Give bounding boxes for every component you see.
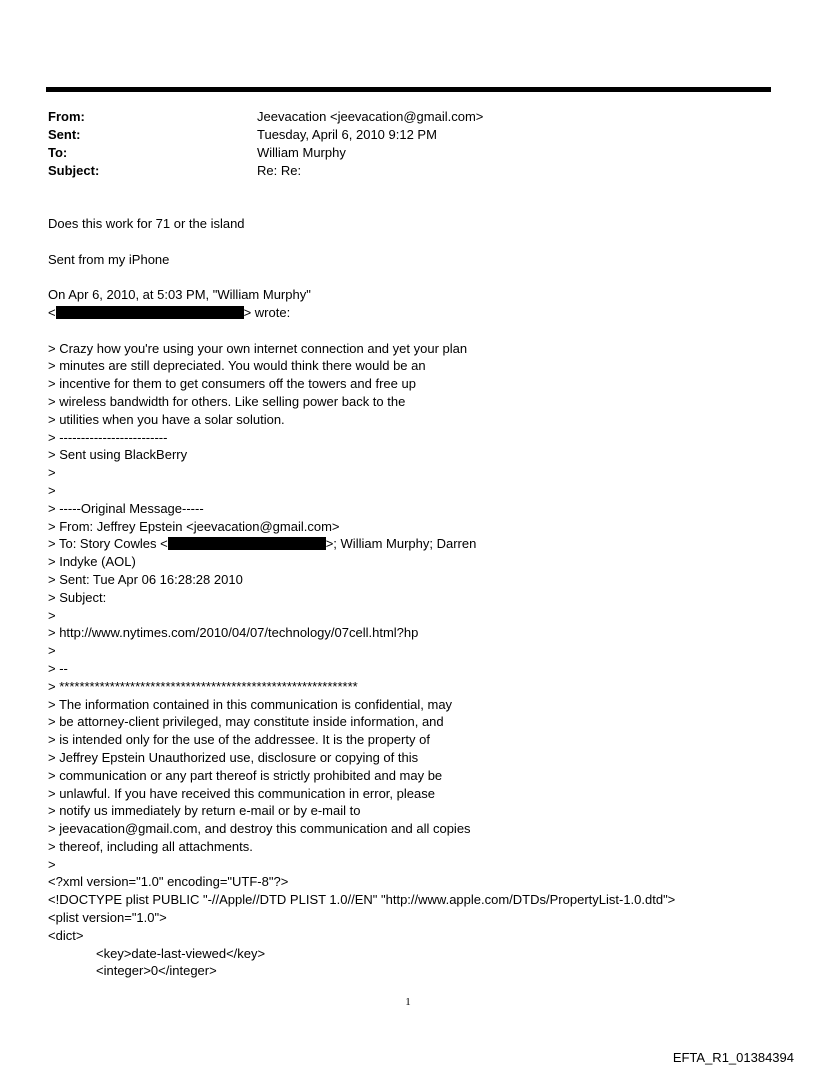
quote-line: > bbox=[48, 856, 56, 872]
to-suffix: >; William Murphy; Darren bbox=[325, 536, 477, 552]
xml-line: <dict> bbox=[48, 927, 84, 943]
sent-row bbox=[48, 126, 483, 144]
subject-value: Re: Re: bbox=[257, 163, 302, 178]
quote-line: > Crazy how you're using your own internet connection and yet your plan bbox=[48, 340, 468, 356]
quote-line: > -----Original Message----- bbox=[48, 500, 204, 516]
quote-line: > bbox=[48, 482, 56, 498]
quote-line: > bbox=[48, 607, 56, 623]
quote-line: > notify us immediately by return e-mail or by e-mail to bbox=[48, 803, 361, 819]
quote-line: > incentive for them to get consumers off the towers and free up bbox=[48, 376, 416, 392]
to-label: To: bbox=[48, 145, 68, 160]
to-value: William Murphy bbox=[257, 145, 346, 160]
quote-line: > The information contained in this communication is confidential, may bbox=[48, 696, 453, 712]
quote-line: > Subject: bbox=[48, 589, 107, 605]
quote-line: > minutes are still depreciated. You would think there would be an bbox=[48, 358, 426, 374]
quote-line: > thereof, including all attachments. bbox=[48, 838, 253, 854]
quote-line: > is intended only for the use of the addressee. It is the property of bbox=[48, 732, 430, 748]
quote-line: > http://www.nytimes.com/2010/04/07/technology/07cell.html?hp bbox=[48, 625, 419, 641]
bates-number: EFTA_R1_01384394 bbox=[672, 1050, 794, 1065]
quote-line: > Sent: Tue Apr 06 16:28:28 2010 bbox=[48, 571, 243, 587]
body-line: Sent from my iPhone bbox=[48, 251, 170, 267]
xml-line: <!DOCTYPE plist PUBLIC "-//Apple//DTD PLIST 1.0//EN" "http://www.apple.com/DTDs/PropertyList-1.0.dtd"> bbox=[48, 892, 676, 908]
body-line: Does this work for 71 or the island bbox=[48, 216, 245, 231]
page-number: 1 bbox=[405, 996, 411, 1008]
quote-line: > be attorney-client privileged, may constitute inside information, and bbox=[48, 714, 444, 730]
quote-line: > Sent using BlackBerry bbox=[48, 447, 188, 463]
email-header bbox=[48, 108, 483, 180]
xml-line: <plist version="1.0"> bbox=[48, 910, 167, 926]
quote-line: > wireless bandwidth for others. Like selling power back to the bbox=[48, 393, 406, 409]
quote-to-line-redacted bbox=[48, 535, 788, 553]
from-label: From: bbox=[48, 109, 85, 124]
quote-line: > jeevacation@gmail.com, and destroy this communication and all copies bbox=[48, 821, 471, 837]
quote-line: > -- bbox=[48, 660, 68, 676]
body-line-redacted bbox=[48, 304, 788, 322]
redaction-block bbox=[56, 306, 244, 319]
sent-value: Tuesday, April 6, 2010 9:12 PM bbox=[257, 127, 437, 142]
subject-row bbox=[48, 162, 483, 180]
email-body bbox=[48, 215, 788, 980]
quote-line: > communication or any part thereof is strictly prohibited and may be bbox=[48, 767, 443, 783]
redaction-suffix: > wrote: bbox=[243, 304, 291, 320]
xml-line-indented: <integer>0</integer> bbox=[96, 963, 217, 979]
quote-line: > ------------------------- bbox=[48, 429, 168, 445]
quote-line: > *********************************************************** bbox=[48, 678, 358, 694]
from-value: Jeevacation <jeevacation@gmail.com> bbox=[257, 109, 484, 124]
xml-line-indented: <key>date-last-viewed</key> bbox=[96, 945, 266, 961]
xml-line: <?xml version="1.0" encoding="UTF-8"?> bbox=[48, 874, 289, 890]
to-prefix: > To: Story Cowles < bbox=[48, 536, 168, 552]
to-row bbox=[48, 144, 483, 162]
quote-line: > utilities when you have a solar solution. bbox=[48, 411, 285, 427]
redaction-block bbox=[168, 537, 326, 550]
header-rule bbox=[46, 87, 771, 92]
redaction-prefix: < bbox=[48, 304, 56, 320]
quote-line: > Jeffrey Epstein Unauthorized use, disclosure or copying of this bbox=[48, 749, 419, 765]
quote-line: > Indyke (AOL) bbox=[48, 554, 136, 570]
quote-line: > bbox=[48, 643, 56, 659]
subject-label: Subject: bbox=[48, 163, 100, 178]
quote-line: > unlawful. If you have received this communication in error, please bbox=[48, 785, 435, 801]
body-line: On Apr 6, 2010, at 5:03 PM, "William Murphy" bbox=[48, 287, 311, 303]
from-row bbox=[48, 108, 483, 126]
quote-line: > bbox=[48, 465, 56, 481]
quote-line: > From: Jeffrey Epstein <jeevacation@gmail.com> bbox=[48, 518, 340, 534]
sent-label: Sent: bbox=[48, 127, 81, 142]
